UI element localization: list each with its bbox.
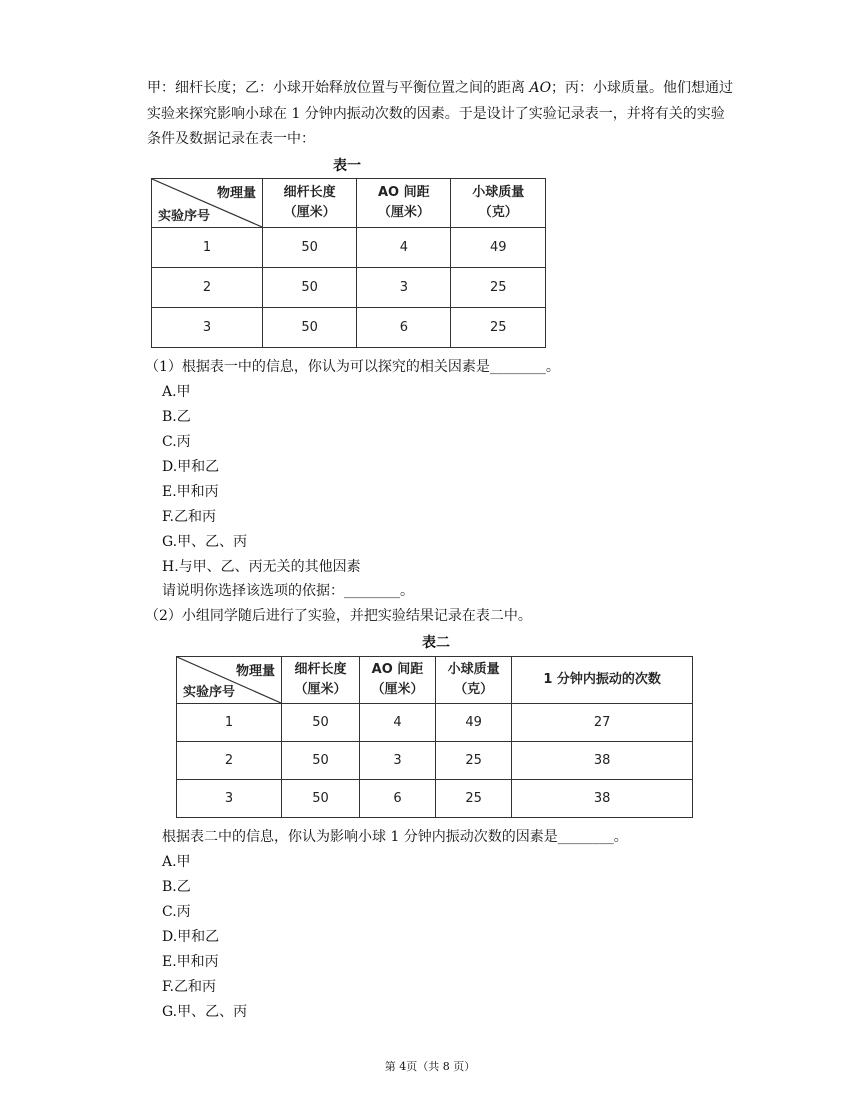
header-line: 细杆长度	[283, 185, 336, 200]
table-row	[177, 704, 693, 742]
intro-line-1b: ；丙：小球质量。他们想通过	[551, 80, 734, 96]
table-cell: 3	[357, 268, 451, 308]
q2b-option-g: G.甲、乙、丙	[162, 1004, 248, 1020]
table-cell: 2	[152, 268, 263, 308]
table-cell: 38	[512, 742, 693, 780]
table-cell: 27	[512, 704, 693, 742]
table1-header-cell	[357, 179, 451, 228]
table1-corner-cell	[152, 179, 263, 228]
q1-stem: （1）根据表一中的信息，你认为可以探究的相关因素是________。	[145, 359, 560, 375]
table-cell: 1	[152, 228, 263, 268]
q1-option-g: G.甲、乙、丙	[162, 534, 248, 550]
intro-line-1a: 甲：细杆长度；乙：小球开始释放位置与平衡位置之间的距离	[147, 80, 530, 96]
table2-corner-top: 物理量	[235, 664, 275, 679]
table-cell: 3	[177, 780, 282, 818]
table2-corner-bottom: 实验序号	[183, 685, 236, 700]
q1-option-e: E.甲和丙	[162, 484, 219, 500]
table-cell: 49	[451, 228, 546, 268]
table-cell: 49	[435, 704, 511, 742]
table-cell: 50	[263, 268, 357, 308]
table2-corner-cell	[177, 657, 282, 704]
table-cell: 6	[357, 308, 451, 348]
table-cell: 50	[263, 228, 357, 268]
table1-caption: 表一	[333, 158, 361, 174]
table2-header-cell	[282, 657, 360, 704]
header-line: 1 分钟内振动的次数	[543, 672, 661, 687]
table-cell: 50	[263, 308, 357, 348]
table1-header-cell	[451, 179, 546, 228]
table-cell: 50	[282, 742, 360, 780]
table-cell: 2	[177, 742, 282, 780]
table-row	[152, 228, 546, 268]
table2-header-cell	[435, 657, 511, 704]
header-line: 小球质量	[472, 185, 525, 200]
ao-symbol: AO	[529, 80, 552, 96]
header-line: AO 间距	[371, 662, 424, 677]
table-cell: 25	[451, 308, 546, 348]
q1-option-d: D.甲和乙	[162, 459, 220, 475]
table-cell: 50	[282, 780, 360, 818]
table-row	[152, 268, 546, 308]
table1-corner-top: 物理量	[216, 186, 256, 201]
table-cell: 50	[282, 704, 360, 742]
table-cell: 4	[359, 704, 435, 742]
intro-line-3: 条件及数据记录在表一中：	[147, 131, 315, 147]
table-cell: 1	[177, 704, 282, 742]
table-cell: 3	[359, 742, 435, 780]
table2-header-cell	[359, 657, 435, 704]
table-row	[152, 308, 546, 348]
q2b-option-d: D.甲和乙	[162, 929, 220, 945]
table1-header-row	[152, 179, 546, 228]
q2b-option-a: A.甲	[162, 854, 191, 870]
table2-header-row	[177, 657, 693, 704]
intro-line-1	[147, 78, 733, 98]
q1-option-a: A.甲	[162, 384, 191, 400]
table-cell: 3	[152, 308, 263, 348]
intro-line-2: 实验来探究影响小球在 1 分钟内振动次数的因素。于是设计了实验记录表一，并将有关的实验	[147, 106, 725, 122]
q1-option-f: F.乙和丙	[162, 509, 216, 525]
table2-caption: 表二	[422, 635, 450, 651]
q1-option-h: H.与甲、乙、丙无关的其他因素	[162, 559, 361, 575]
q2b-option-f: F.乙和丙	[162, 979, 216, 995]
q2b-option-c: C.丙	[162, 904, 191, 920]
q2b-option-b: B.乙	[162, 879, 191, 895]
header-line: AO 间距	[378, 185, 430, 200]
table-cell: 38	[512, 780, 693, 818]
table-row	[177, 742, 693, 780]
table1-header-cell	[263, 179, 357, 228]
table2	[176, 656, 693, 818]
table2-header-cell	[512, 657, 693, 704]
page-footer: 第 4页（共 8 页）	[384, 1060, 476, 1073]
q2-stem: （2）小组同学随后进行了实验，并把实验结果记录在表二中。	[145, 608, 532, 624]
header-unit: （厘米）	[377, 205, 430, 220]
header-unit: （克）	[454, 682, 494, 697]
table1-corner-bottom: 实验序号	[158, 209, 211, 224]
header-unit: （厘米）	[294, 682, 347, 697]
header-line: 小球质量	[447, 662, 500, 677]
header-unit: （克）	[478, 205, 518, 220]
q1-option-c: C.丙	[162, 434, 191, 450]
q1-option-b: B.乙	[162, 409, 191, 425]
header-unit: （厘米）	[283, 205, 336, 220]
q2b-stem: 根据表二中的信息，你认为影响小球 1 分钟内振动次数的因素是________。	[162, 829, 628, 845]
table-cell: 4	[357, 228, 451, 268]
q2b-option-e: E.甲和丙	[162, 954, 219, 970]
table1	[151, 178, 546, 348]
table-cell: 25	[451, 268, 546, 308]
table-cell: 6	[359, 780, 435, 818]
table-cell: 25	[435, 742, 511, 780]
q1-explain: 请说明你选择该选项的依据：________。	[162, 583, 414, 599]
table-row	[177, 780, 693, 818]
header-unit: （厘米）	[371, 682, 424, 697]
header-line: 细杆长度	[294, 662, 347, 677]
table-cell: 25	[435, 780, 511, 818]
